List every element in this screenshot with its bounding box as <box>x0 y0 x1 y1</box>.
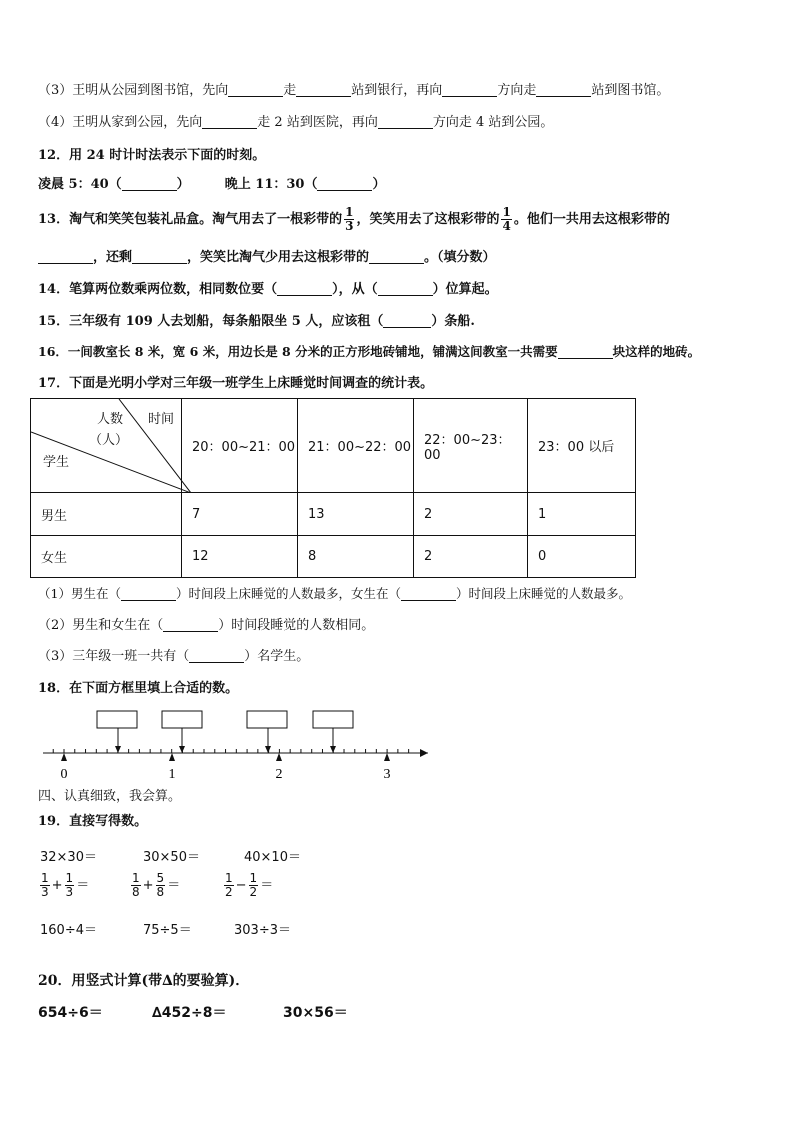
table-cell: 13 <box>298 493 414 536</box>
q17-part1: （1）男生在（ ）时间段上床睡觉的人数最多，女生在（ ）时间段上床睡觉的人数最多。 <box>38 586 631 601</box>
fraction-calc: $\frac{1}{8}$ + $\frac{5}{8}$ ＝ <box>132 871 181 899</box>
q20-title: 20．用竖式计算(带∆的要验算)． <box>38 973 250 989</box>
calc-item: 30×56＝ <box>283 1005 348 1021</box>
q11-part4: （4）王明从家到公园，先向 走 2 站到医院，再向 方向走 4 站到公园。 <box>38 115 554 130</box>
answer-blank[interactable] <box>277 281 332 296</box>
answer-blank[interactable] <box>122 176 177 191</box>
section-heading: 四、认真细致，我会算。 <box>38 789 182 804</box>
answer-blank[interactable] <box>189 648 244 663</box>
q13-line2: ，还剩 ，笑笑比淘气少用去这根彩带的 。（填分数） <box>38 249 496 267</box>
fraction-calc: $\frac{1}{2}$ − $\frac{1}{2}$ ＝ <box>225 871 274 899</box>
integer-marker-2 <box>276 753 283 782</box>
arrow-head-icon <box>420 749 428 757</box>
calc-item: 160÷4＝ <box>40 923 97 938</box>
fraction: $\frac{1}{3}$ <box>345 205 354 233</box>
answer-box[interactable] <box>162 711 202 753</box>
header-count: 人数 <box>97 412 124 427</box>
table-cell: 8 <box>298 536 414 578</box>
q17-part2: （2）男生和女生在（ ）时间段睡觉的人数相同。 <box>38 618 375 633</box>
answer-blank[interactable] <box>401 586 456 601</box>
table-cell: 1 <box>528 493 636 536</box>
column-header: 23：00 以后 <box>528 399 636 493</box>
q16: 16．一间教室长 8 米，宽 6 米，用边长是 8 分米的正方形地砖铺地，铺满这间教室一共需要 块这样的地砖。 <box>38 344 701 359</box>
answer-box[interactable] <box>247 711 287 753</box>
row-label: 女生 <box>31 536 182 578</box>
table-cell: 12 <box>182 536 298 578</box>
answer-blank[interactable] <box>536 82 591 97</box>
calc-item: 75÷5＝ <box>143 923 192 938</box>
column-header: 20：00~21：00 <box>182 399 298 493</box>
table-cell: 2 <box>414 536 528 578</box>
answer-blank[interactable] <box>38 249 93 264</box>
table-row <box>31 536 636 578</box>
table-cell: 7 <box>182 493 298 536</box>
q12-times: 凌晨 5：40（ ） 晚上 11：30（ ） <box>38 177 386 192</box>
table-header-row <box>31 399 636 493</box>
answer-blank[interactable] <box>317 176 372 191</box>
answer-blank[interactable] <box>163 617 218 632</box>
fraction: $\frac{1}{4}$ <box>502 205 511 233</box>
answer-blank[interactable] <box>296 82 351 97</box>
answer-box[interactable] <box>313 711 353 753</box>
answer-blank[interactable] <box>132 249 187 264</box>
integer-marker-0 <box>61 753 68 782</box>
calc-item: 40×10＝ <box>244 850 301 865</box>
header-time: 时间 <box>148 412 175 427</box>
q12-title: 12．用 24 时计时法表示下面的时刻。 <box>38 148 266 163</box>
answer-blank[interactable] <box>378 114 433 129</box>
calc-item: 654÷6＝ <box>38 1005 103 1021</box>
integer-marker-3 <box>384 753 391 782</box>
q15: 15．三年级有 109 人去划船，每条船限坐 5 人，应该租（ ）条船. <box>38 314 475 329</box>
answer-blank[interactable] <box>442 82 497 97</box>
fraction-calc: $\frac{1}{3}$ + $\frac{1}{3}$ ＝ <box>41 871 90 899</box>
q19-title: 19．直接写得数。 <box>38 814 148 829</box>
q17-part3: （3）三年级一班一共有（ ）名学生。 <box>38 649 310 664</box>
header-student: 学生 <box>43 455 70 470</box>
q11-part3: （3）王明从公园到图书馆，先向 走 站到银行，再向 方向走 站到图书馆。 <box>38 83 670 98</box>
calc-item: ∆452÷8＝ <box>152 1005 227 1021</box>
answer-blank[interactable] <box>369 249 424 264</box>
column-header: 21：00~22：00 <box>298 399 414 493</box>
answer-blank[interactable] <box>228 82 283 97</box>
number-line <box>0 704 794 786</box>
calc-item: 32×30＝ <box>40 850 97 865</box>
calc-item: 30×50＝ <box>143 850 200 865</box>
q14: 14．笔算两位数乘两位数，相同数位要（ ），从（ ）位算起。 <box>38 282 498 297</box>
tick-label: 1 <box>168 767 176 782</box>
answer-box[interactable] <box>97 711 137 753</box>
answer-blank[interactable] <box>378 281 433 296</box>
tick-label: 2 <box>275 767 283 782</box>
q18-title: 18．在下面方框里填上合适的数。 <box>38 681 239 696</box>
diagonal-header-cell <box>31 399 182 493</box>
integer-marker-1 <box>169 753 176 782</box>
stats-table <box>30 398 636 578</box>
answer-blank[interactable] <box>383 313 431 328</box>
table-row <box>31 493 636 536</box>
answer-blank[interactable] <box>121 586 176 601</box>
tick-label: 3 <box>383 767 391 782</box>
table-cell: 2 <box>414 493 528 536</box>
answer-blank[interactable] <box>202 114 257 129</box>
tick-label: 0 <box>60 767 68 782</box>
answer-blank[interactable] <box>558 344 613 359</box>
column-header: 22：00~23：00 <box>414 399 528 493</box>
q17-title: 17．下面是光明小学对三年级一班学生上床睡觉时间调查的统计表。 <box>38 376 434 391</box>
row-label: 男生 <box>31 493 182 536</box>
calc-item: 303÷3＝ <box>234 923 291 938</box>
header-count-unit: （人） <box>89 433 129 448</box>
table-cell: 0 <box>528 536 636 578</box>
q13-line1: 13．淘气和笑笑包装礼品盒。淘气用去了一根彩带的 $\frac{1}{3}$ ，笑笑用去了这根彩带的 $\frac{1}{4}$ 。他们一共用去这根彩带的 <box>38 205 670 233</box>
